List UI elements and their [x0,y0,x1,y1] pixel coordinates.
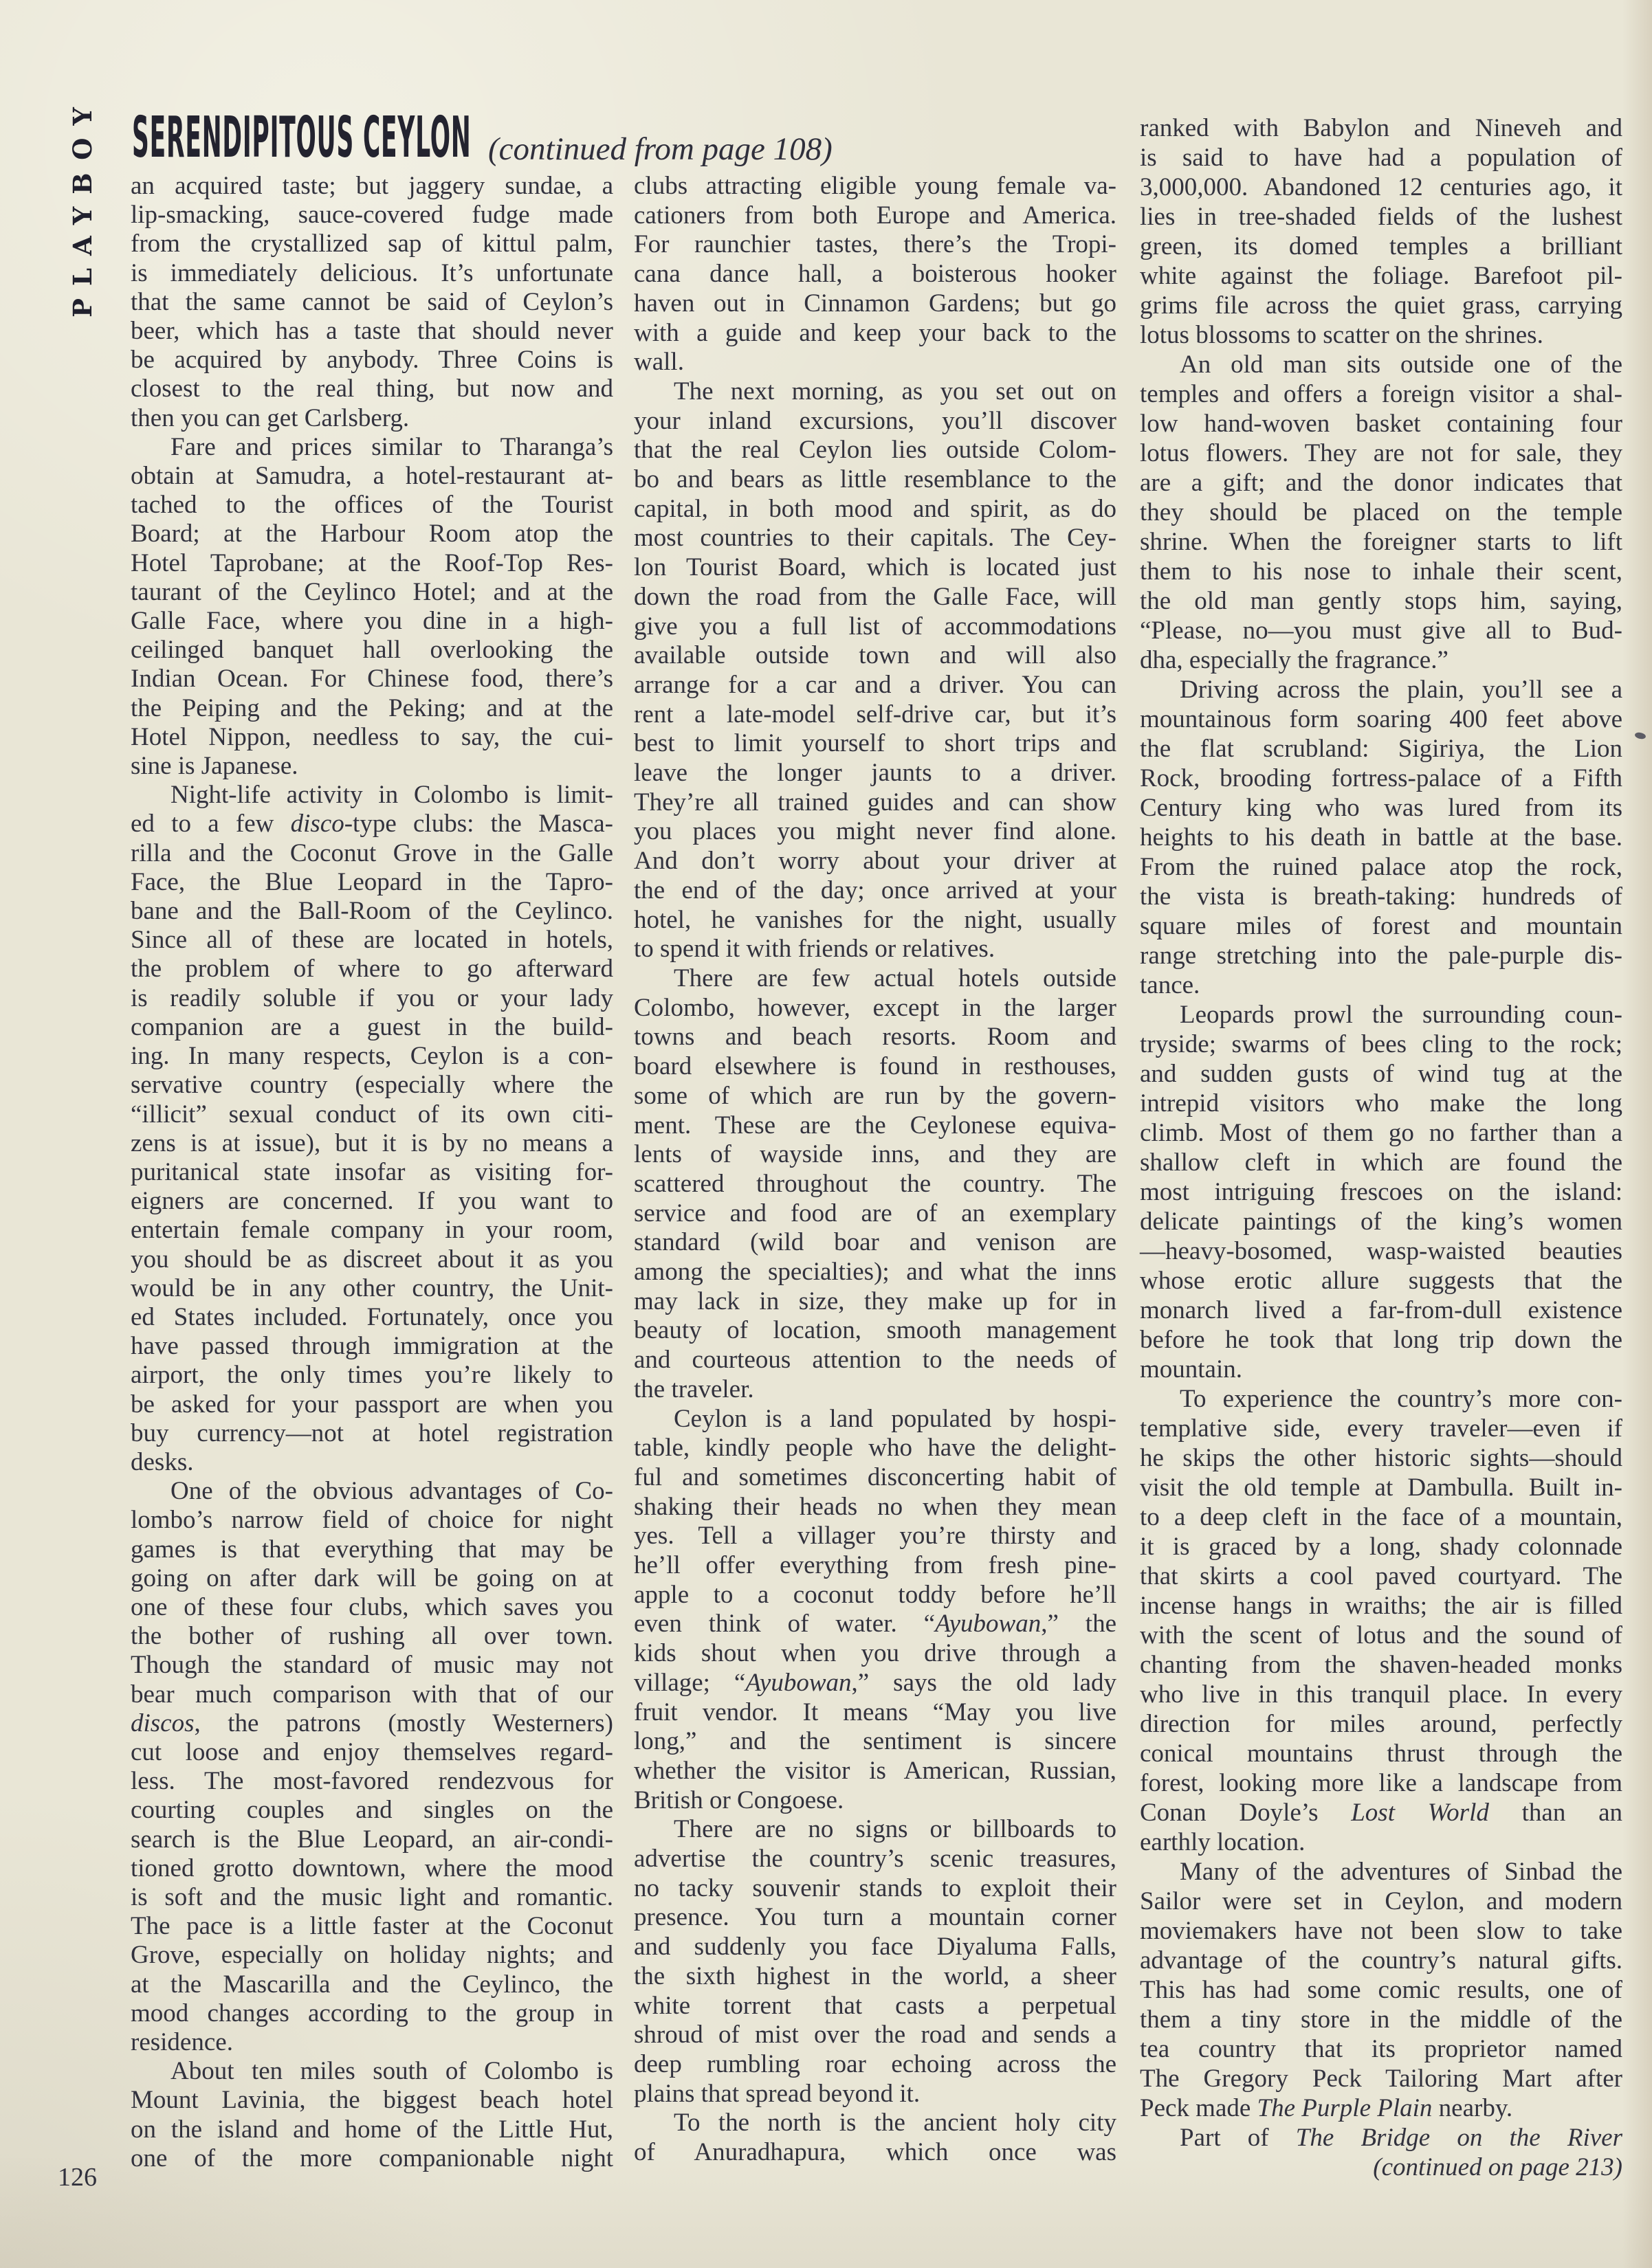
text-line: Century king who was lured from its [1140,794,1622,822]
text-line: haven out in Cinnamon Gardens; but go [634,289,1116,318]
text-line: you should be as discreet about it as you [131,1245,613,1274]
text-line: mountainous form soaring 400 feet above [1140,705,1622,733]
text-line: leave the longer jaunts to a driver. [634,759,1116,788]
text-line: your inland excursions, you’ll discover [634,406,1116,435]
text-line: heights to his death in battle at the base. [1140,823,1622,852]
text-line: of Anuradhapura, which once was [634,2138,1116,2167]
text-line: entertain female company in your room, [131,1216,613,1245]
text-line: direction for miles around, perfectly [1140,1710,1622,1738]
text-line: lents of wayside inns, and they are [634,1140,1116,1169]
text-line: the old man gently stops him, saying, [1140,587,1622,615]
text-line: they should be placed on the temple [1140,498,1622,526]
text-line: before he took that long trip down the [1140,1326,1622,1354]
text-line: them to his nose to inhale their scent, [1140,557,1622,586]
text-line: mood changes according to the group in [131,1999,613,2027]
text-line: Rock, brooding fortress-palace of a Fifth [1140,764,1622,792]
text-line: whether the visitor is American, Russian, [634,1756,1116,1785]
text-line: cut loose and enjoy themselves regard- [131,1737,613,1766]
text-line: The Gregory Peck Tailoring Mart after [1140,2065,1622,2093]
text-line: Sailor were set in Ceylon, and modern [1140,1887,1622,1915]
text-line: cana dance hall, a boisterous hooker [634,260,1116,289]
text-line: tance. [1140,971,1200,999]
text-line: search is the Blue Leopard, an air-condi- [131,1825,613,1854]
text-line: lies in tree-shaded fields of the lushest [1140,203,1622,231]
text-line: moviemakers have not been slow to take [1140,1917,1622,1945]
text-line: plains that spread beyond it. [634,2079,921,2108]
text-line: to a deep cleft in the face of a mountain, [1140,1503,1622,1531]
text-line: presence. You turn a mountain corner [634,1903,1116,1932]
text-line: then you can get Carlsberg. [131,403,410,432]
text-line: mountain. [1140,1355,1243,1383]
text-line: Peck made The Purple Plain nearby. [1140,2094,1513,2122]
text-line: fruit vendor. It means “May you live [634,1698,1116,1726]
text-line: Indian Ocean. For Chinese food, there’s [131,665,613,693]
magazine-spine-text: PLAYBOY [67,95,98,318]
text-line: village; “Ayubowan,” says the old lady [634,1668,1116,1697]
text-line: rilla and the Coconut Grove in the Galle [131,838,613,867]
text-line: green, its domed temples a brilliant [1140,232,1622,260]
text-line: Leopards prowl the surrounding coun- [1180,1001,1622,1029]
text-line: who live in this tranquil place. In every [1140,1680,1622,1709]
text-line: eigners are concerned. If you want to [131,1187,613,1216]
text-line: white against the foliage. Barefoot pil- [1140,262,1622,290]
text-line: Driving across the plain, you’ll see a [1180,676,1622,704]
text-line: deep rumbling roar echoing across the [634,2050,1116,2078]
text-line: climb. Most of them go no farther than a [1140,1119,1622,1147]
text-line: may lack in size, they make up for in [634,1287,1116,1315]
text-line: them a tiny store in the middle of the [1140,2005,1622,2034]
text-line: tioned grotto downtown, where the mood [131,1854,613,1882]
text-line: are a gift; and the donor indicates that [1140,469,1622,497]
text-line: and sudden gusts of wind tug at the [1140,1060,1622,1088]
text-line: About ten miles south of Colombo is [170,2057,613,2086]
text-line: grims file across the quiet grass, carrying [1140,291,1622,320]
text-line: lombo’s narrow field of choice for night [131,1506,613,1535]
text-line: ing. In many respects, Ceylon is a con- [131,1042,613,1071]
text-line: tryside; swarms of bees cling to the rock; [1140,1030,1622,1058]
text-line: that the real Ceylon lies outside Colom- [634,436,1116,465]
text-line: beauty of location, smooth management [634,1316,1116,1345]
text-line: he’ll offer everything from fresh pine- [634,1551,1116,1580]
text-line: Since all of these are located in hotels, [131,926,613,955]
text-line: There are few actual hotels outside [674,964,1116,992]
text-line: apple to a coconut toddy before he’ll [634,1580,1116,1609]
text-line: bear much comparison with that of our [131,1680,613,1709]
text-line: the problem of where to go afterward [131,955,613,983]
text-line: rent a late-model self-drive car, but it’s [634,700,1116,729]
text-line: monarch lived a far-from-dull existence [1140,1296,1622,1324]
text-line: intrepid visitors who make the long [1140,1089,1622,1118]
text-line: They’re all trained guides and can show [634,788,1116,816]
text-line: give you a full list of accommodations [634,612,1116,641]
text-line: that skirts a cool paved courtyard. The [1140,1562,1622,1590]
text-line: an acquired taste; but jaggery sundae, a [131,172,613,200]
text-line: Many of the adventures of Sinbad the [1180,1858,1622,1886]
text-line: ful and sometimes disconcerting habit of [634,1463,1116,1491]
text-column-1 [131,172,613,2173]
text-line: range stretching into the pale-purple dis- [1140,942,1622,970]
text-line: standard (wild boar and venison are [634,1228,1116,1257]
text-line: Hotel Taprobane; at the Roof-Top Res- [131,548,613,577]
text-line: is immediately delicious. It’s unfortunate [131,258,613,287]
text-line: servative country (especially where the [131,1071,613,1100]
text-line: “illicit” sexual conduct of its own citi- [131,1100,613,1129]
text-line: airport, the only times you’re likely to [131,1361,613,1390]
text-line: games is that everything that may be [131,1535,613,1564]
text-line: discos, the patrons (mostly Westerners) [131,1709,613,1737]
text-line: ment. These are the Ceylonese equiva- [634,1111,1116,1139]
text-line: Board; at the Harbour Room atop the [131,520,613,548]
text-line: the flat scrubland: Sigiriya, the Lion [1140,735,1622,763]
text-line: available outside town and will also [634,641,1116,670]
text-line: shaking their heads no when they mean [634,1492,1116,1521]
text-line: clubs attracting eligible young female va- [634,172,1116,200]
text-line: incense hangs in wraiths; the air is filled [1140,1592,1622,1620]
text-line: beer, which has a taste that should never [131,317,613,346]
text-line: white torrent that casts a perpetual [634,1991,1116,2020]
text-line: one of the more companionable night [131,2144,613,2172]
text-line: have passed through immigration at the [131,1332,613,1361]
text-line: bo and bears as little resemblance to the [634,465,1116,494]
text-line: ceilinged banquet hall overlooking the [131,636,613,665]
text-line: with a guide and keep your back to the [634,318,1116,347]
text-line: the end of the day; once arrived at your [634,876,1116,904]
text-line: be acquired by anybody. Three Coins is [131,346,613,375]
text-line: From the ruined palace atop the rock, [1140,853,1622,881]
text-line: tea country that its proprietor named [1140,2035,1622,2063]
text-line: going on after dark will be going on at [131,1564,613,1592]
text-line: There are no signs or billboards to [674,1815,1116,1844]
text-line: it is graced by a long, shady colonnade [1140,1533,1622,1561]
text-line: earthly location. [1140,1828,1306,1856]
text-line: zens is at issue), but it is by no means a [131,1129,613,1157]
text-line: capital, in both mood and spirit, as do [634,494,1116,523]
text-line: yes. Tell a villager you’re thirsty and [634,1522,1116,1550]
text-line: some of which are run by the govern- [634,1081,1116,1110]
text-line: and suddenly you face Diyaluma Falls, [634,1933,1116,1961]
article-title-text: SERENDIPITOUS CEYLON [132,105,472,170]
text-line: at the Mascarilla and the Ceylinco, the [131,1970,613,1999]
text-line: lotus flowers. They are not for sale, they [1140,439,1622,467]
text-line: bane and the Ball-Room of the Ceylinco. [131,897,613,926]
text-line: Ceylon is a land populated by hospi- [674,1404,1116,1433]
text-line: To the north is the ancient holy city [674,2109,1116,2137]
text-line: British or Congoese. [634,1786,844,1814]
text-line: dha, especially the fragrance.” [1140,646,1449,674]
text-line: no tacky souvenir stands to exploit their [634,1874,1116,1902]
text-line: shrine. When the foreigner starts to lift [1140,528,1622,556]
text-line: the bother of rushing all over town. [131,1622,613,1651]
text-line: “Please, no—you must give all to Bud- [1140,616,1622,645]
text-line: Face, the Blue Leopard in the Tapro- [131,867,613,896]
text-line: advantage of the country’s natural gifts. [1140,1946,1622,1975]
text-line: is said to have had a population of [1140,144,1622,172]
text-line: temples and offers a foreign visitor a shal- [1140,380,1622,408]
text-line: long,” and the sentiment is sincere [634,1727,1116,1756]
text-line: sine is Japanese. [131,752,298,781]
text-line: less. The most-favored rendezvous for [131,1767,613,1796]
text-line: be asked for your passport are when you [131,1390,613,1419]
text-line: the traveler. [634,1375,754,1403]
text-line: most countries to their capitals. The Cey- [634,524,1116,553]
text-line: Hotel Nippon, needless to say, the cui- [131,722,613,751]
text-line: delicate paintings of the king’s women [1140,1208,1622,1236]
text-line: lon Tourist Board, which is located just [634,553,1116,582]
text-line: ranked with Babylon and Nineveh and [1140,114,1622,142]
text-line: 3,000,000. Abandoned 12 centuries ago, it [1140,173,1622,201]
text-line: To experience the country’s more con- [1180,1385,1622,1413]
text-line: The pace is a little faster at the Coconut [131,1912,613,1941]
text-line: you places you might never find alone. [634,817,1116,846]
text-line: visit the old temple at Dambulla. Built in- [1140,1474,1622,1502]
text-line: puritanical state insofar as visiting for- [131,1157,613,1186]
text-line: Night-life activity in Colombo is limit- [170,781,613,810]
text-line: (continued on page 213) [1373,2153,1622,2181]
text-line: obtain at Samudra, a hotel-restaurant at- [131,462,613,491]
text-line: tached to the offices of the Tourist [131,491,613,520]
text-line: the sixth highest in the world, a sheer [634,1961,1116,1990]
text-line: scattered throughout the country. The [634,1169,1116,1198]
text-line: towns and beach resorts. Room and [634,1023,1116,1052]
text-line: is readily soluble if you or your lady [131,983,613,1012]
text-line: And don’t worry about your driver at [634,847,1116,876]
text-line: the vista is breath-taking: hundreds of [1140,882,1622,911]
text-line: cationers from both Europe and America. [634,201,1116,230]
text-line: wall. [634,348,684,377]
text-line: taurant of the Ceylinco Hotel; and at the [131,577,613,606]
text-line: to spend it with friends or relatives. [634,935,995,964]
text-line: even think of water. “Ayubowan,” the [634,1610,1116,1638]
text-line: —heavy-bosomed, wasp-waisted beauties [1140,1237,1622,1265]
text-line: that the same cannot be said of Ceylon’s [131,287,613,316]
text-line: with the scent of lotus and the sound of [1140,1621,1622,1649]
text-line: would be in any other country, the Unit- [131,1274,613,1302]
text-line: closest to the real thing, but now and [131,375,613,403]
text-line: table, kindly people who have the delight- [634,1434,1116,1463]
text-line: forest, looking more like a landscape from [1140,1769,1622,1797]
text-line: whose erotic allure suggests that the [1140,1267,1622,1295]
text-line: on the island and home of the Little Hut, [131,2115,613,2144]
text-line: Fare and prices similar to Tharanga’s [170,432,613,461]
text-line: he skips the other historic sights—should [1140,1444,1622,1472]
text-line: templative side, every traveler—even if [1140,1414,1622,1443]
text-column-2 [634,172,1116,2168]
text-line: down the road from the Galle Face, will [634,582,1116,611]
text-line: board elsewhere is found in resthouses, [634,1052,1116,1081]
text-line: Grove, especially on holiday nights; and [131,1941,613,1970]
text-line: ed to a few disco-type clubs: the Masca- [131,810,613,838]
text-line: desks. [131,1447,194,1476]
text-line: advertise the country’s scenic treasures, [634,1845,1116,1874]
text-line: For raunchier tastes, there’s the Tropi- [634,230,1116,259]
text-line: Galle Face, where you dine in a high- [131,607,613,636]
text-line: residence. [131,2028,233,2056]
text-line: Conan Doyle’s Lost World than an [1140,1799,1623,1827]
text-line: from the crystallized sap of kittul palm, [131,230,613,258]
text-line: the Peiping and the Peking; and at the [131,693,613,722]
text-line: Colombo, however, except in the larger [634,993,1116,1022]
text-line: low hand-woven basket containing four [1140,410,1622,438]
text-line: courting couples and singles on the [131,1796,613,1825]
text-line: hotel, he vanishes for the night, usually [634,905,1116,934]
text-line: This has had some comic results, one of [1140,1976,1622,2004]
text-line: and courteous attention to the needs of [634,1346,1116,1375]
text-line: conical mountains thrust through the [1140,1739,1622,1768]
text-line: Part of The Bridge on the River [1180,2124,1622,2152]
text-line: ed States included. Fortunately, once you [131,1302,613,1331]
text-line: An old man sits outside one of the [1180,351,1622,379]
text-line: shallow cleft in which are found the [1140,1148,1622,1177]
text-line: buy currency—not at hotel registration [131,1419,613,1447]
text-line: among the specialties); and what the inns [634,1258,1116,1287]
text-line: shroud of mist over the road and sends a [634,2021,1116,2049]
text-line: chanting from the shaven-headed monks [1140,1651,1622,1679]
text-line: Mount Lavinia, the biggest beach hotel [131,2086,613,2115]
text-line: The next morning, as you set out on [674,377,1116,405]
text-line: companion are a guest in the build- [131,1012,613,1041]
text-line: one of these four clubs, which saves you [131,1592,613,1621]
text-line: lip-smacking, sauce-covered fudge made [131,201,613,230]
ink-speck [1634,732,1646,740]
text-line: One of the obvious advantages of Co- [170,1477,613,1506]
text-line: most intriguing frescoes on the island: [1140,1178,1622,1206]
text-column-3 [1140,113,1622,2182]
page-number: 126 [58,2163,97,2192]
continued-from-note: (continued from page 108) [488,131,833,167]
text-line: lotus blossoms to scatter on the shrines. [1140,321,1543,349]
text-line: service and food are of an exemplary [634,1199,1116,1227]
text-line: Though the standard of music may not [131,1651,613,1680]
text-line: arrange for a car and a driver. You can [634,670,1116,699]
text-line: square miles of forest and mountain [1140,912,1622,940]
text-line: kids shout when you drive through a [634,1639,1116,1668]
text-line: best to limit yourself to short trips and [634,729,1116,758]
text-line: is soft and the music light and romantic. [131,1882,613,1911]
